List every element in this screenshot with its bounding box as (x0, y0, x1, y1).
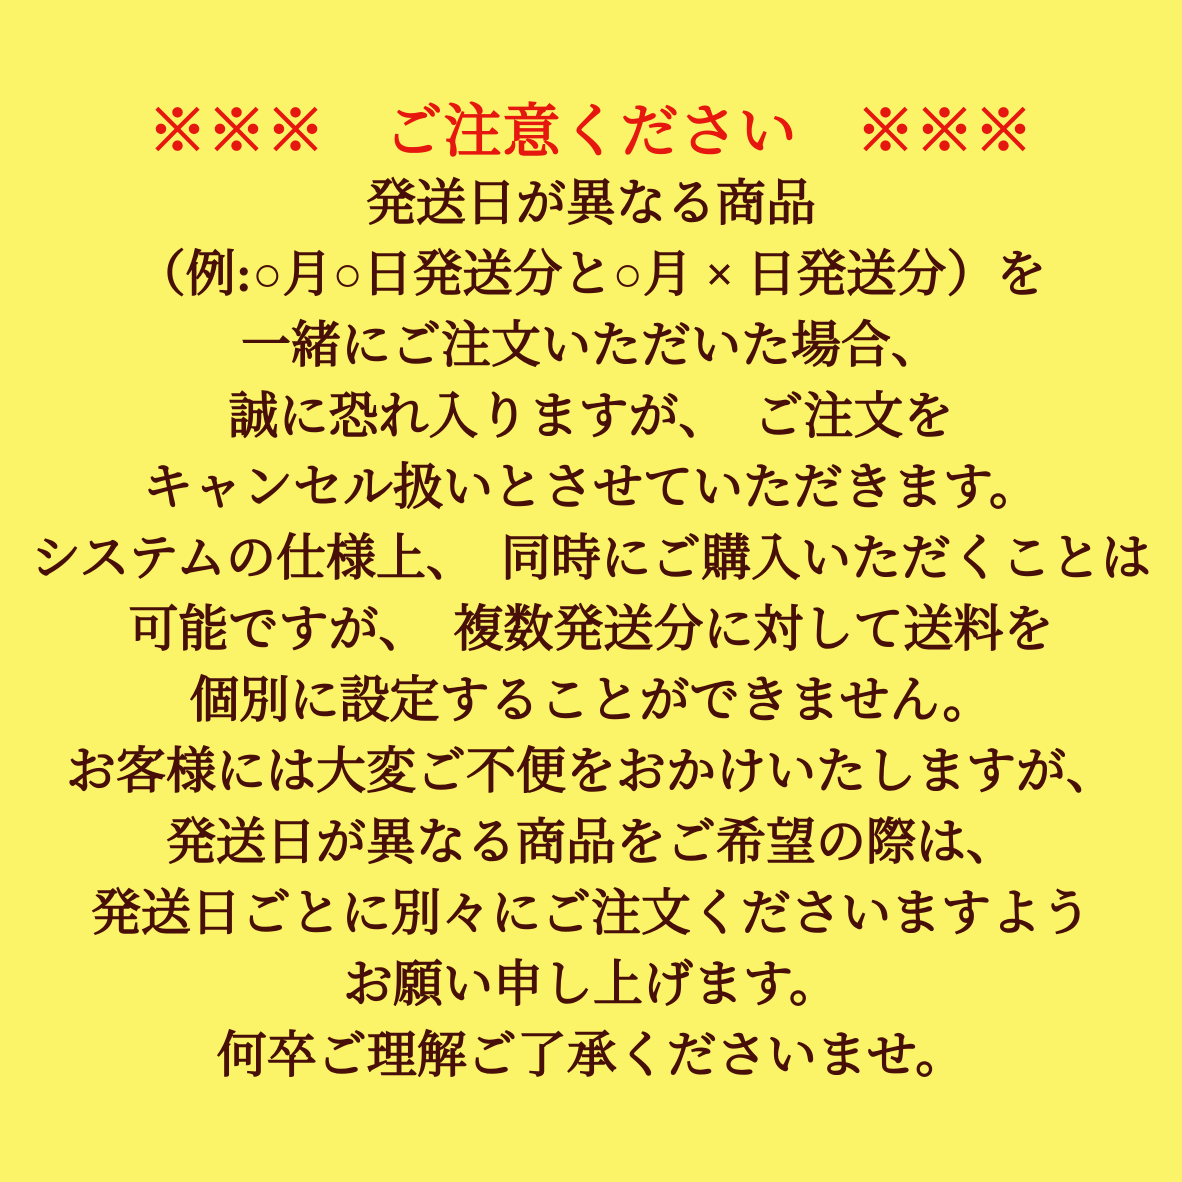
notice-line: 一緒にご注文いただいた場合、 (241, 317, 941, 373)
notice-line: キャンセル扱いとさせていただきます。 (143, 459, 1039, 515)
notice-line: 可能ですが、 複数発送分に対して送料を (128, 601, 1054, 657)
notice-line: 発送日が異なる商品 (366, 175, 816, 231)
notice-title: ※※※ ご注意ください ※※※ (148, 99, 1034, 164)
notice-line: システムの仕様上、 同時にご購入いただくことは (31, 530, 1151, 586)
notice-line: 個別に設定することができません。 (189, 672, 993, 728)
notice-line: お願い申し上げます。 (343, 956, 839, 1012)
notice-line: （例:○月○日発送分と○月 × 日発送分）を (135, 246, 1047, 302)
notice-line: 発送日ごとに別々にご注文くださいますよう (91, 885, 1091, 941)
notice-line: お客様には大変ご不便をおかけいたしますが、 (66, 743, 1116, 799)
notice-text-block (0, 96, 1182, 1091)
notice-line: 発送日が異なる商品をご希望の際は、 (166, 814, 1016, 870)
notice-line: 誠に恐れ入りますが、 ご注文を (228, 388, 954, 444)
notice-line: 何卒ご理解ご了承くださいませ。 (216, 1027, 966, 1083)
